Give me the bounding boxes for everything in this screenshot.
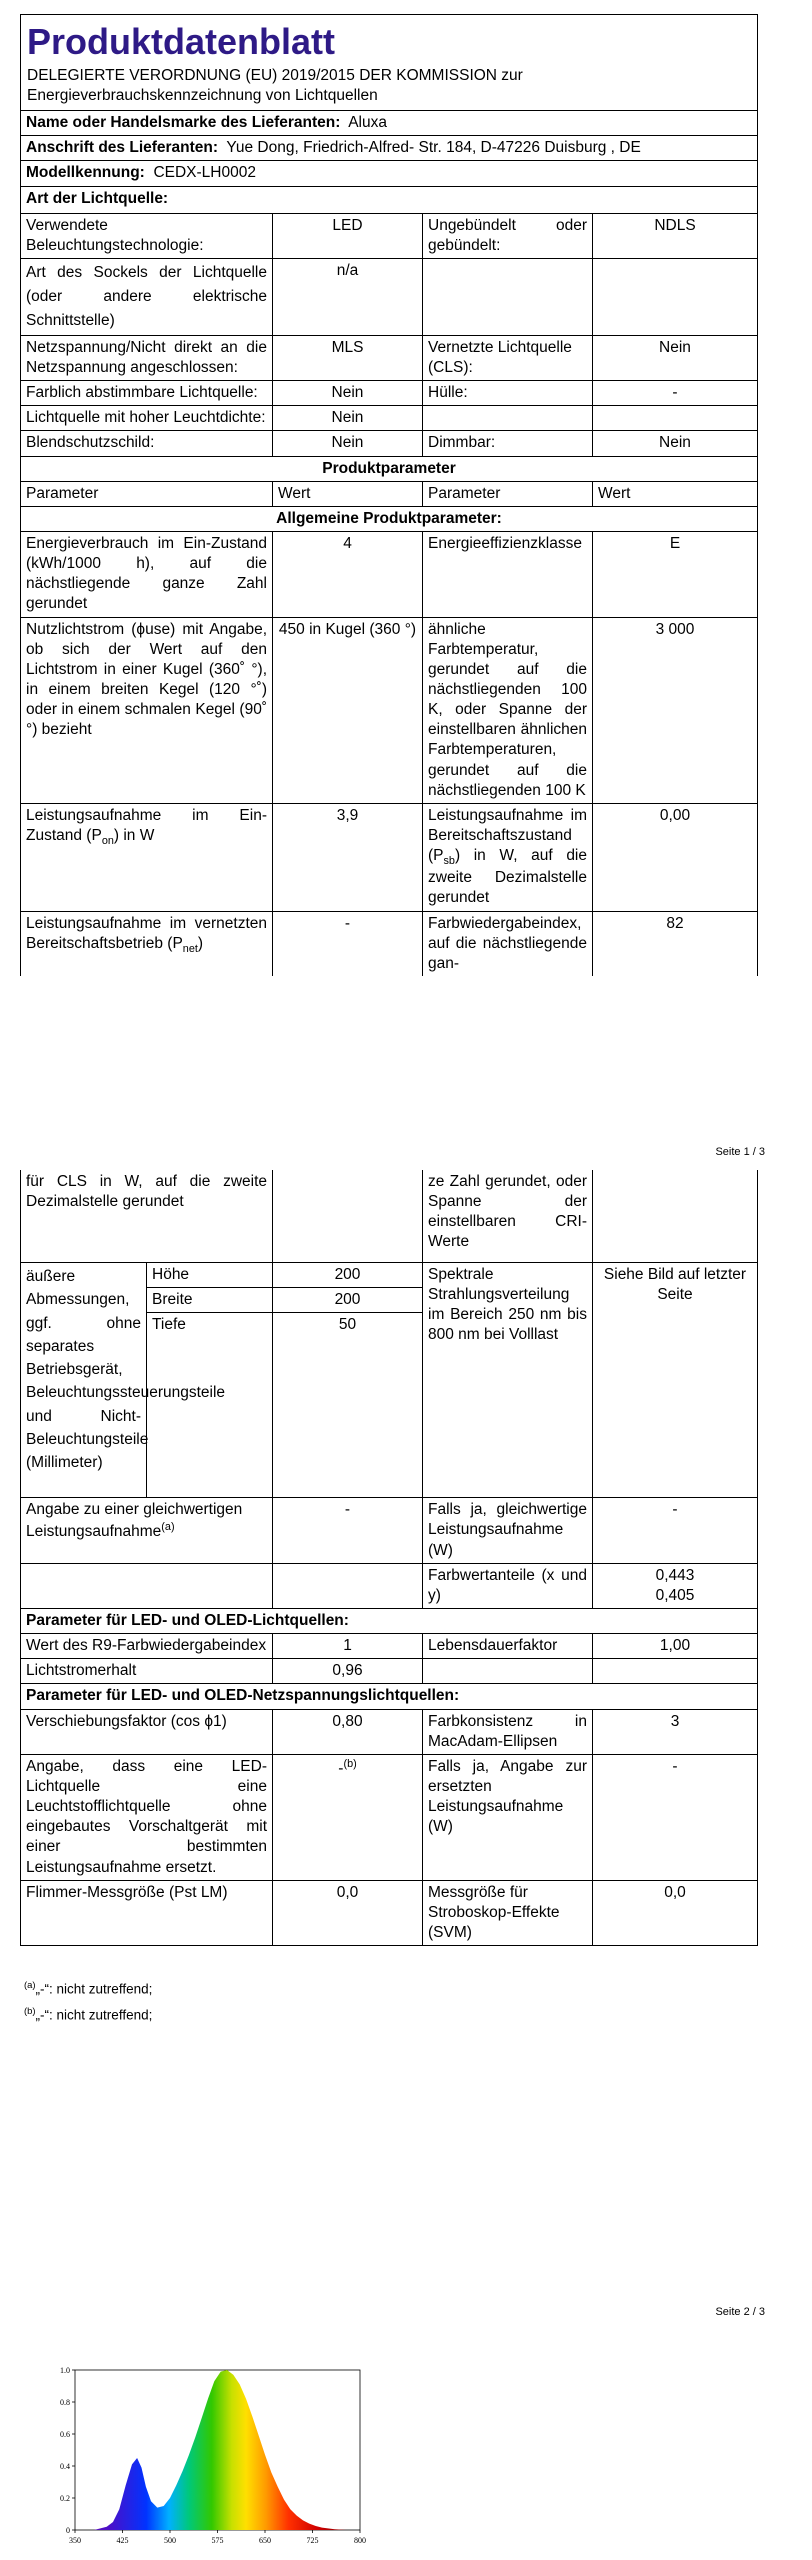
y-tick-label: 1.0 [60,2366,70,2375]
supplier-row [21,111,758,136]
mains-value: MLS [273,335,423,380]
column-header-value-left: Wert [273,481,423,506]
column-header-param-right: Parameter [423,481,593,506]
dimmable-value: Nein [593,431,758,456]
model-value: CEDX-LH0002 [153,164,256,182]
antiglare-value: Nein [273,431,423,456]
pon-value: 3,9 [273,803,423,911]
x-tick-label: 725 [306,2536,319,2545]
replace-value: -$^{(b)}$ [273,1754,423,1880]
dimmable-label: Dimmbar: [423,431,593,456]
hlls-value: Nein [273,406,423,431]
cri-value: 82 [593,911,758,976]
depth-label: Tiefe [147,1313,273,1498]
type-heading: Art der Lichtquelle: [21,186,758,213]
cap-value: n/a [273,258,423,335]
mains-heading: Parameter für LED- und OLED-Netzspannungslichtquellen: [21,1684,758,1709]
equiv-power-label: Falls ja, gleichwertige Leistungsaufnahme (W) [423,1498,593,1563]
eclass-label: Energieeffizienzklasse [423,531,593,617]
flicker-label: Flimmer-Messgröße (Pst LM) [21,1880,273,1945]
flux-label: Nutzlichtstrom (ϕuse) mit Angabe, ob sich der Wert auf den Lichtstrom in einer Kugel (360˚ °), in einem breiten Kegel (120 °˚) oder in einem schmalen Kegel (90˚ °) bezieht [21,617,273,803]
width-label: Breite [147,1288,273,1313]
y-tick-label: 0.2 [60,2494,70,2503]
cct-value: 3 000 [593,617,758,803]
survival-value: 1,00 [593,1634,758,1659]
spd-label: Spektrale Strahlungsverteilung im Bereich 250 nm bis 800 nm bei Volllast [423,1263,593,1498]
energy-label: Energieverbrauch im Ein-Zustand (kWh/1000 h), auf die nächstliegende ganze Zahl gerundet [21,531,273,617]
replace-power-value: - [593,1754,758,1880]
column-header-param-left: Parameter [21,481,273,506]
antiglare-label: Blendschutzschild: [21,431,273,456]
focus-label: Ungebündelt oder gebündelt: [423,213,593,258]
y-tick-label: 0 [66,2526,70,2535]
eclass-value: E [593,531,758,617]
footnote-b: $^{(b)}$„-“: nicht zutreffend; [24,2006,153,2023]
mains-label: Netzspannung/Nicht direkt an die Netzspannung angeschlossen: [21,335,273,380]
model-row [21,161,758,186]
x-tick-label: 650 [259,2536,271,2545]
pf-value: 0,80 [273,1709,423,1754]
focus-value: NDLS [593,213,758,258]
page-number-2: Seite 2 / 3 [715,2306,765,2318]
regulation-text: DELEGIERTE VERORDNUNG (EU) 2019/2015 DER KOMMISSION zur Energieverbrauchskennzeichnung von Lichtquellen [21,66,758,111]
address-value: Yue Dong, Friedrich-Alfred- Str. 184, D-47226 Duisburg , DE [226,139,641,157]
flicker-value: 0,0 [273,1880,423,1945]
equiv-power-value: - [593,1498,758,1563]
page-title: Produktdatenblatt [21,15,758,66]
equiv-label: Angabe zu einer gleichwertigen Leistungsaufnahme$^{(a)}$ [21,1498,273,1563]
address-row [21,136,758,161]
pnet-label-continued: für CLS in W, auf die zweite Dezimalstelle gerundet [21,1170,273,1263]
cls-label: Vernetzte Lichtquelle (CLS): [423,335,593,380]
led-heading: Parameter für LED- und OLED-Lichtquellen: [21,1608,758,1633]
page-number-1: Seite 1 / 3 [715,1146,765,1158]
address-label: Anschrift des Lieferanten: [26,139,219,157]
pnet-value: - [273,911,423,976]
chroma-label: Farbwertanteile (x und y) [423,1563,593,1608]
x-tick-label: 800 [354,2536,366,2545]
r9-label: Wert des R9-Farbwiedergabeindex [21,1634,273,1659]
hlls-label: Lichtquelle mit hoher Leuchtdichte: [21,406,273,431]
cap-label: Art des Sockels der Lichtquelle (oder andere elektrische Schnittstelle) [21,258,273,335]
r9-value: 1 [273,1634,423,1659]
replace-power-label: Falls ja, Angabe zur ersetzten Leistungsaufnahme (W) [423,1754,593,1880]
tech-value: LED [273,213,423,258]
height-value: 200 [273,1263,423,1288]
supplier-label: Name oder Handelsmarke des Lieferanten: [26,114,341,132]
spectral-distribution-chart [40,2360,380,2560]
cri-label-continued: ze Zahl gerundet, oder Spanne der einstellbaren CRI-Werte [423,1170,593,1263]
column-header-value-right: Wert [593,481,758,506]
equiv-value: - [273,1498,423,1563]
supplier-value: Aluxa [348,114,387,132]
lumen-label: Lichtstromerhalt [21,1659,273,1684]
lumen-value: 0,96 [273,1659,423,1684]
energy-value: 4 [273,531,423,617]
survival-label: Lebensdauerfaktor [423,1634,593,1659]
strobo-label: Messgröße für Stroboskop-Effekte (SVM) [423,1880,593,1945]
width-value: 200 [273,1288,423,1313]
x-tick-label: 500 [164,2536,176,2545]
colcons-label: Farbkonsistenz in MacAdam-Ellipsen [423,1709,593,1754]
chroma-value [593,1563,758,1608]
cls-value: Nein [593,335,758,380]
x-tick-label: 350 [69,2536,81,2545]
tunable-value: Nein [273,381,423,406]
envelope-value: - [593,381,758,406]
depth-value: 50 [273,1313,423,1498]
x-tick-label: 575 [211,2536,224,2545]
y-tick-label: 0.4 [60,2462,70,2471]
datasheet-page-2 [20,1170,757,1946]
tech-label: Verwendete Beleuchtungstechnologie: [21,213,273,258]
x-tick-label: 425 [116,2536,129,2545]
strobo-value: 0,0 [593,1880,758,1945]
spd-value: Siehe Bild auf letzter Seite [593,1263,758,1498]
cri-label: Farbwiedergabeindex, auf die nächstliegende gan- [423,911,593,976]
psb-value: 0,00 [593,803,758,911]
psb-label: Leistungsaufnahme im Bereitschaftszustand $(P_{sb})$ in W, auf die zweite Dezimalstelle gerundet [423,803,593,911]
height-label: Höhe [147,1263,273,1288]
chroma-x: 0,443 [655,1566,695,1584]
chroma-y: 0,405 [655,1586,695,1604]
replace-label: Angabe, dass eine LED-Lichtquelle eine Leuchtstofflichtquelle ohne eingebautes Vorschaltgerät mit einer bestimmten Leistungsaufnahme ersetzt. [21,1754,273,1880]
y-tick-label: 0.8 [60,2398,70,2407]
datasheet-table-page-1 [20,14,758,976]
tunable-label: Farblich abstimmbare Lichtquelle: [21,381,273,406]
footnote-a: $^{(a)}$„-“: nicht zutreffend; [24,1980,153,1997]
pf-label: Verschiebungsfaktor (cos ϕ1) [21,1709,273,1754]
pnet-label: Leistungsaufnahme im vernetzten Bereitschaftsbetrieb $(P_{net})$ [21,911,273,976]
model-label: Modellkennung: [26,164,145,182]
envelope-label: Hülle: [423,381,593,406]
colcons-value: 3 [593,1709,758,1754]
cct-label: ähnliche Farbtemperatur, gerundet auf die nächstliegenden 100 K, oder Spanne der einstellbaren ähnlichen Farbtemperaturen, gerundet auf die nächstliegenden 100 K [423,617,593,803]
y-tick-label: 0.6 [60,2430,70,2439]
datasheet-page-1 [20,14,757,976]
flux-value: 450 in Kugel (360 °) [273,617,423,803]
general-heading: Allgemeine Produktparameter: [21,506,758,531]
datasheet-table-page-2 [20,1170,758,1946]
dims-label: äußere Abmessungen, ggf. ohne separates Betriebsgerät, Beleuchtungssteuerungsteile und Nicht-Beleuchtungsteile (Millimeter) [21,1263,147,1498]
pon-label: Leistungsaufnahme im Ein-Zustand $(P_{on})$ in W [21,803,273,911]
params-heading: Produktparameter [21,456,758,481]
